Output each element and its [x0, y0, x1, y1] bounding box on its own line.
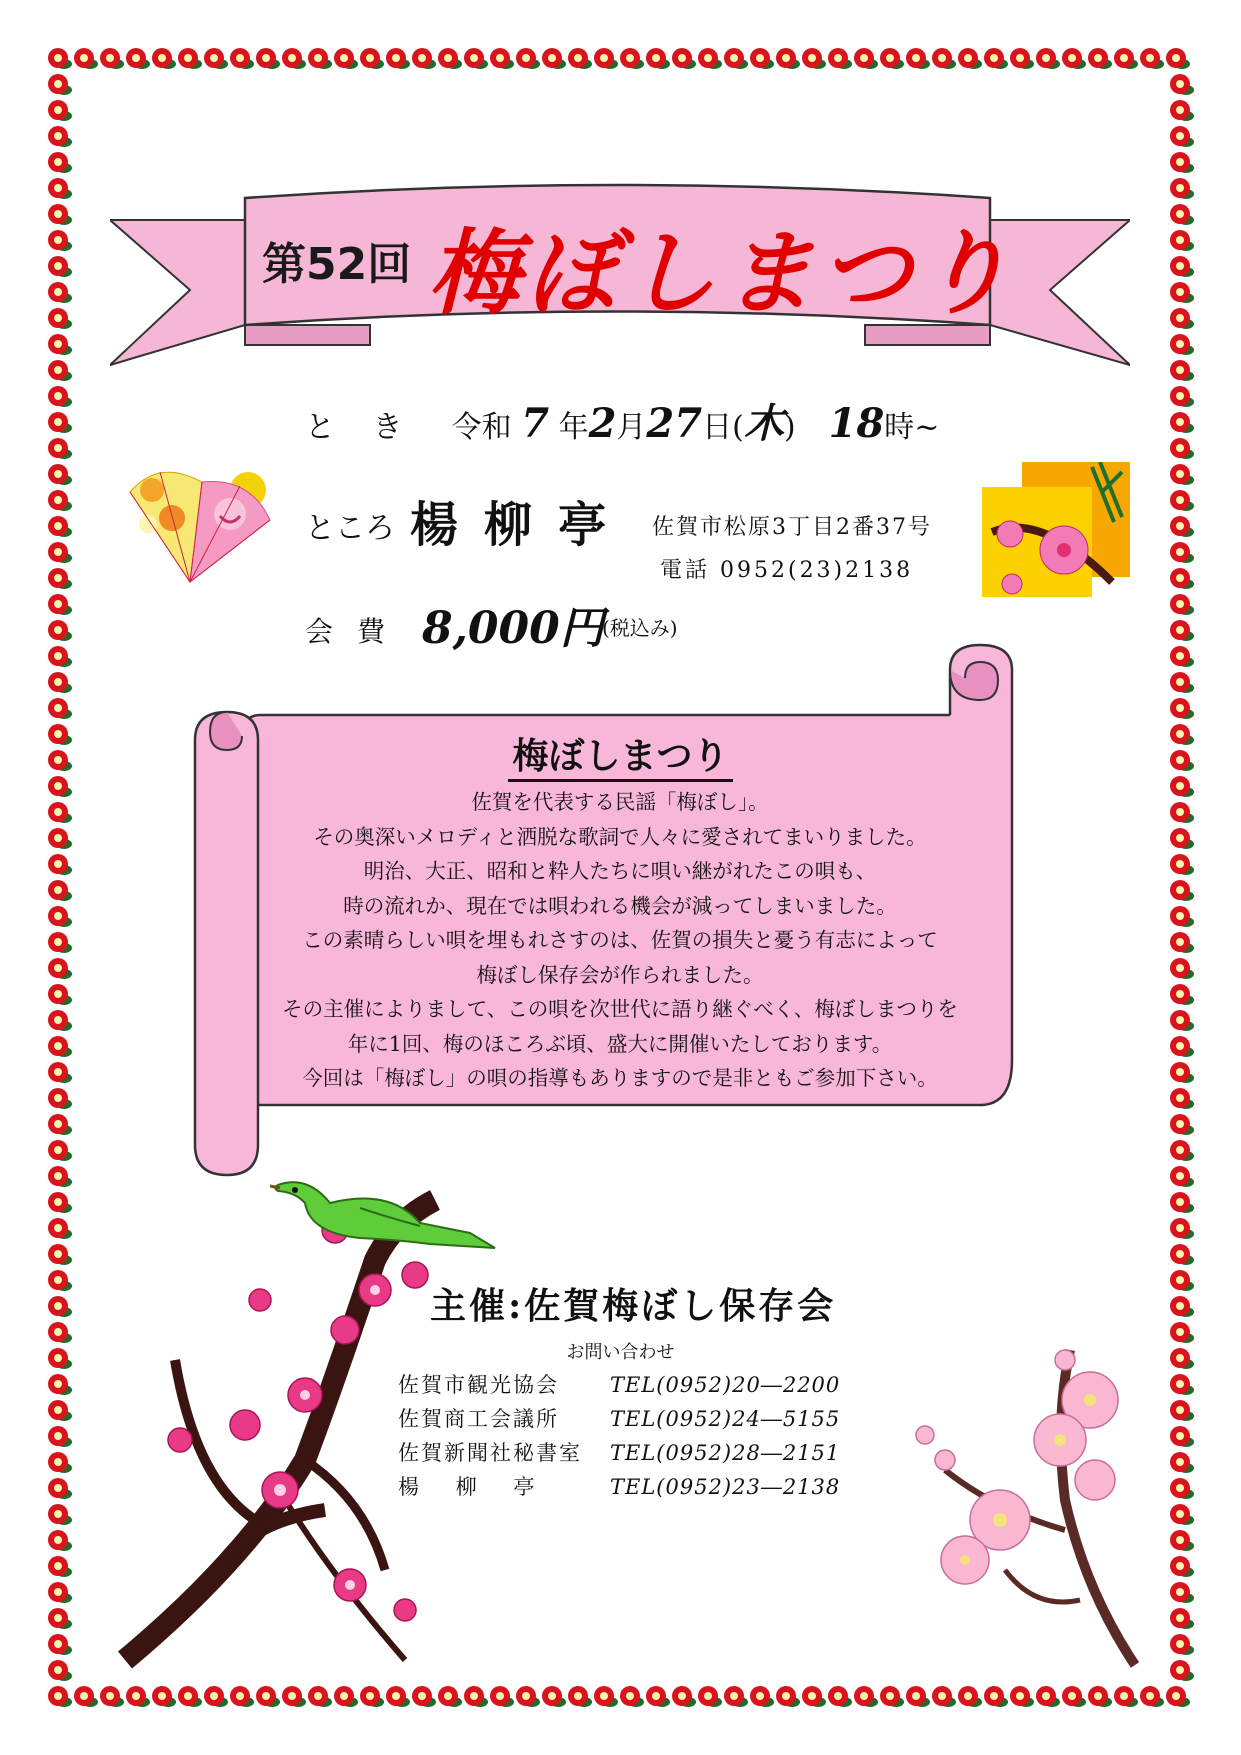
camellia-border-flower [48, 48, 72, 69]
camellia-border-flower [568, 1686, 592, 1707]
edition-number: 第52回 [262, 239, 412, 290]
contact-row [398, 1368, 840, 1402]
contact-tel: TEL(0952)20―2200 [610, 1373, 841, 1397]
camellia-border-flower [750, 1686, 774, 1707]
camellia-border-flower [490, 48, 514, 69]
camellia-border-flower [1170, 178, 1194, 199]
camellia-border-flower [1114, 48, 1138, 69]
camellia-border-flower [308, 48, 332, 69]
camellia-border-flower [386, 48, 410, 69]
camellia-border-flower [958, 48, 982, 69]
camellia-border-flower [230, 48, 254, 69]
camellia-border-flower [48, 1426, 72, 1447]
camellia-border-flower [464, 48, 488, 69]
camellia-border-flower [48, 204, 72, 225]
camellia-border-flower [1170, 1166, 1194, 1187]
camellia-border-flower [1170, 1062, 1194, 1083]
camellia-border-flower [178, 48, 202, 69]
camellia-border-flower [48, 1270, 72, 1291]
camellia-border-flower [48, 1608, 72, 1629]
scroll-line: その主催によりまして、この唄を次世代に語り継ぐべく、梅ぼしまつりを [282, 997, 958, 1021]
scroll-heading-text: 梅ぼしまつり [508, 735, 732, 782]
camellia-border-flower [1170, 984, 1194, 1005]
camellia-border-flower [48, 1088, 72, 1109]
contact-tel: TEL(0952)23―2138 [610, 1475, 841, 1499]
camellia-border-flower [360, 48, 384, 69]
plum-blossom-card-icon [982, 462, 1130, 602]
camellia-border-flower [1170, 1660, 1194, 1681]
camellia-border-flower [1170, 1088, 1194, 1109]
camellia-border-flower [906, 48, 930, 69]
camellia-border-flower [438, 48, 462, 69]
scroll-line: 佐賀を代表する民謡「梅ぼし」。 [471, 790, 769, 814]
camellia-border-flower [48, 1036, 72, 1057]
camellia-border-flower [1170, 74, 1194, 95]
fee-label: 会費 [305, 615, 410, 648]
scroll-line: 梅ぼし保存会が作られました。 [476, 962, 764, 987]
camellia-border-flower [412, 48, 436, 69]
camellia-border-flower [74, 48, 98, 69]
camellia-border-flower [1170, 776, 1194, 797]
camellia-border-flower [1170, 464, 1194, 485]
camellia-border-flower [698, 1686, 722, 1707]
scroll-line: 年に1回、梅のほころぶ頃、盛大に開催いたしております。 [347, 1031, 893, 1056]
camellia-border-flower [906, 1686, 930, 1707]
scroll-heading [0, 728, 1241, 779]
camellia-border-flower [48, 1140, 72, 1161]
month-unit: 月 [616, 410, 647, 445]
camellia-border-flower [1170, 828, 1194, 849]
camellia-border-flower [1170, 1296, 1194, 1317]
weekday: 木 [743, 400, 784, 447]
camellia-border-flower [516, 48, 540, 69]
camellia-border-flower [672, 48, 696, 69]
camellia-border-flower [48, 698, 72, 719]
camellia-border-flower [100, 48, 124, 69]
contact-org: 楊 柳 亭 [398, 1475, 537, 1499]
camellia-border-flower [48, 984, 72, 1005]
camellia-border-flower [1170, 1634, 1194, 1655]
camellia-border-flower [334, 48, 358, 69]
camellia-border-flower [48, 802, 72, 823]
camellia-border-flower [724, 1686, 748, 1707]
fee-note: (税込み) [602, 616, 678, 640]
camellia-border-flower [1170, 490, 1194, 511]
camellia-border-flower [1166, 1686, 1190, 1707]
contact-org: 佐賀市観光協会 [398, 1373, 559, 1397]
camellia-border-flower [48, 386, 72, 407]
event-title: 梅ぼしまつり [428, 219, 1017, 327]
camellia-border-flower [646, 1686, 670, 1707]
weekday-close: ) [783, 410, 796, 445]
camellia-border-flower [1170, 1270, 1194, 1291]
time-unit: 時~ [884, 410, 940, 445]
camellia-border-flower [880, 1686, 904, 1707]
camellia-border-flower [568, 48, 592, 69]
camellia-border-flower [204, 48, 228, 69]
year: 7 [521, 400, 550, 447]
camellia-border-flower [828, 48, 852, 69]
camellia-border-flower [48, 1192, 72, 1213]
camellia-border-flower [1170, 1244, 1194, 1265]
camellia-border-flower [48, 828, 72, 849]
camellia-border-flower [620, 1686, 644, 1707]
camellia-border-flower [646, 48, 670, 69]
camellia-border-flower [48, 1478, 72, 1499]
camellia-border-flower [594, 48, 618, 69]
scroll-body [230, 785, 1010, 1096]
camellia-border-flower [698, 48, 722, 69]
pink-plum-branch-icon [905, 1340, 1140, 1670]
camellia-border-flower [1166, 48, 1190, 69]
camellia-border-flower [776, 1686, 800, 1707]
camellia-border-flower [48, 1010, 72, 1031]
camellia-border-flower [1170, 1478, 1194, 1499]
camellia-border-flower [48, 1400, 72, 1421]
camellia-border-flower [48, 360, 72, 381]
contact-list [398, 1368, 840, 1504]
camellia-border-flower [48, 126, 72, 147]
camellia-border-flower [1062, 1686, 1086, 1707]
camellia-border-flower [48, 568, 72, 589]
camellia-border-flower [48, 1062, 72, 1083]
date-label: と き [305, 410, 417, 445]
camellia-border-flower [880, 48, 904, 69]
year-unit: 年 [558, 410, 589, 445]
camellia-border-flower [1170, 1140, 1194, 1161]
scroll-line: 明治、大正、昭和と粋人たちに唄い継がれたこの唄も、 [363, 859, 877, 883]
camellia-border-flower [48, 178, 72, 199]
camellia-border-flower [776, 48, 800, 69]
camellia-border-flower [48, 282, 72, 303]
contact-tel: TEL(0952)28―2151 [610, 1441, 841, 1465]
contact-row [398, 1470, 840, 1504]
camellia-border-flower [48, 620, 72, 641]
contact-row [398, 1436, 840, 1470]
day-unit: 日 [702, 410, 733, 445]
venue-address: 佐賀市松原3丁目2番37号 [652, 515, 932, 540]
camellia-border-flower [1088, 48, 1112, 69]
camellia-border-flower [48, 1114, 72, 1135]
weekday-open: ( [732, 410, 744, 445]
contact-row [398, 1402, 840, 1436]
camellia-border-flower [1170, 932, 1194, 953]
contact-org: 佐賀新聞社秘書室 [398, 1441, 582, 1465]
camellia-border-flower [1170, 1608, 1194, 1629]
camellia-border-flower [984, 48, 1008, 69]
camellia-border-flower [48, 1374, 72, 1395]
camellia-border-flower [1170, 568, 1194, 589]
era: 令和 [451, 410, 512, 445]
camellia-border-flower [48, 1166, 72, 1187]
camellia-border-flower [1170, 1504, 1194, 1525]
camellia-border-flower [282, 48, 306, 69]
camellia-border-flower [48, 230, 72, 251]
camellia-border-flower [126, 48, 150, 69]
camellia-border-flower [932, 1686, 956, 1707]
camellia-border-flower [1170, 334, 1194, 355]
camellia-border-flower [1170, 1374, 1194, 1395]
camellia-border-flower [48, 334, 72, 355]
camellia-border-flower [48, 100, 72, 121]
camellia-border-flower [48, 542, 72, 563]
camellia-border-flower [1170, 230, 1194, 251]
camellia-border-flower [1170, 1010, 1194, 1031]
camellia-border-flower [672, 1686, 696, 1707]
camellia-border-flower [1170, 594, 1194, 615]
camellia-border-flower [1170, 698, 1194, 719]
camellia-border-flower [48, 672, 72, 693]
camellia-border-flower [1170, 1036, 1194, 1057]
camellia-border-flower [48, 1582, 72, 1603]
camellia-border-flower [48, 152, 72, 173]
camellia-border-flower [152, 48, 176, 69]
camellia-border-flower [1170, 958, 1194, 979]
start-time: 18 [828, 400, 885, 447]
camellia-border-flower [48, 1634, 72, 1655]
camellia-border-flower [750, 48, 774, 69]
camellia-border-flower [1170, 802, 1194, 823]
camellia-border-flower [1170, 126, 1194, 147]
camellia-border-flower [1170, 1556, 1194, 1577]
camellia-border-flower [1036, 48, 1060, 69]
camellia-border-flower [48, 74, 72, 95]
camellia-border-flower [620, 48, 644, 69]
folding-fan-icon [120, 462, 280, 590]
camellia-border-flower [48, 1244, 72, 1265]
camellia-border-flower [828, 1686, 852, 1707]
camellia-border-flower [516, 1686, 540, 1707]
camellia-border-flower [48, 464, 72, 485]
camellia-border-flower [1062, 48, 1086, 69]
camellia-border-flower [1170, 542, 1194, 563]
camellia-border-flower [1036, 1686, 1060, 1707]
camellia-border-flower [1170, 906, 1194, 927]
camellia-border-flower [48, 1660, 72, 1681]
camellia-border-flower [1170, 1400, 1194, 1421]
camellia-border-flower [854, 1686, 878, 1707]
camellia-border-flower [1114, 1686, 1138, 1707]
inquiry-title: お問い合わせ [566, 1342, 675, 1363]
camellia-border-flower [1170, 1530, 1194, 1551]
venue-phone: 電話 0952(23)2138 [660, 558, 914, 583]
camellia-border-flower [1170, 854, 1194, 875]
camellia-border-flower [1170, 256, 1194, 277]
camellia-border-flower [854, 48, 878, 69]
camellia-border-flower [1140, 1686, 1164, 1707]
camellia-border-flower [1170, 1426, 1194, 1447]
camellia-border-flower [48, 854, 72, 875]
camellia-border-flower [1170, 1452, 1194, 1473]
camellia-border-flower [984, 1686, 1008, 1707]
camellia-border-flower [48, 1556, 72, 1577]
camellia-border-flower [48, 490, 72, 511]
camellia-border-flower [48, 880, 72, 901]
date-line [305, 392, 939, 449]
fee-amount: 8,000円 [422, 603, 604, 654]
camellia-border-flower [1140, 48, 1164, 69]
scroll-line: その奥深いメロディと洒脱な歌詞で人々に愛されてまいりました。 [313, 824, 927, 849]
camellia-border-flower [802, 1686, 826, 1707]
camellia-border-flower [958, 1686, 982, 1707]
camellia-border-flower [1170, 1582, 1194, 1603]
camellia-border-flower [1170, 1192, 1194, 1213]
camellia-border-flower [932, 48, 956, 69]
camellia-border-flower [48, 1686, 72, 1707]
camellia-border-flower [1170, 672, 1194, 693]
camellia-border-flower [1170, 438, 1194, 459]
camellia-border-flower [1170, 1218, 1194, 1239]
camellia-border-flower [48, 932, 72, 953]
organizer: 主催:佐賀梅ぼし保存会 [430, 1285, 837, 1327]
camellia-border-flower [48, 958, 72, 979]
camellia-border-flower [1170, 516, 1194, 537]
camellia-border-flower [1170, 204, 1194, 225]
camellia-border-flower [1170, 646, 1194, 667]
camellia-border-flower [256, 48, 280, 69]
place-label: ところ [305, 511, 395, 546]
camellia-border-flower [48, 438, 72, 459]
camellia-border-flower [1170, 282, 1194, 303]
camellia-border-flower [1170, 308, 1194, 329]
camellia-border-flower [1010, 48, 1034, 69]
camellia-border-flower [48, 412, 72, 433]
camellia-border-flower [1010, 1686, 1034, 1707]
camellia-border-flower [48, 516, 72, 537]
camellia-border-flower [542, 48, 566, 69]
camellia-border-flower [74, 1686, 98, 1707]
camellia-border-flower [48, 256, 72, 277]
camellia-border-flower [48, 594, 72, 615]
day: 27 [646, 400, 703, 447]
camellia-border-flower [724, 48, 748, 69]
month: 2 [588, 400, 617, 447]
camellia-border-flower [1170, 100, 1194, 121]
bush-warbler-icon [270, 1148, 500, 1258]
scroll-line: 時の流れか、現在では唄われる機会が減ってしまいました。 [343, 893, 897, 918]
camellia-border-flower [1170, 412, 1194, 433]
contact-tel: TEL(0952)24―5155 [610, 1407, 841, 1431]
camellia-border-flower [48, 308, 72, 329]
camellia-border-flower [802, 48, 826, 69]
camellia-border-flower [48, 1504, 72, 1525]
camellia-border-flower [48, 906, 72, 927]
camellia-border-flower [48, 1218, 72, 1239]
camellia-border-flower [48, 776, 72, 797]
camellia-border-flower [1170, 386, 1194, 407]
camellia-border-flower [1170, 1114, 1194, 1135]
camellia-border-flower [48, 1530, 72, 1551]
camellia-border-flower [594, 1686, 618, 1707]
camellia-border-flower [1170, 360, 1194, 381]
camellia-border-flower [48, 1296, 72, 1317]
camellia-border-flower [542, 1686, 566, 1707]
scroll-line: この素晴らしい唄を埋もれさすのは、佐賀の損失と憂う有志によって [302, 928, 938, 952]
contact-org: 佐賀商工会議所 [398, 1407, 559, 1431]
venue-name: 楊柳亭 [410, 497, 633, 553]
camellia-border-flower [48, 1452, 72, 1473]
camellia-border-flower [48, 646, 72, 667]
camellia-border-flower [1170, 620, 1194, 641]
scroll-line: 今回は「梅ぼし」の唄の指導もありますので是非ともご参加下さい。 [302, 1066, 938, 1090]
camellia-border-flower [1170, 152, 1194, 173]
camellia-border-flower [1088, 1686, 1112, 1707]
camellia-border-flower [1170, 880, 1194, 901]
